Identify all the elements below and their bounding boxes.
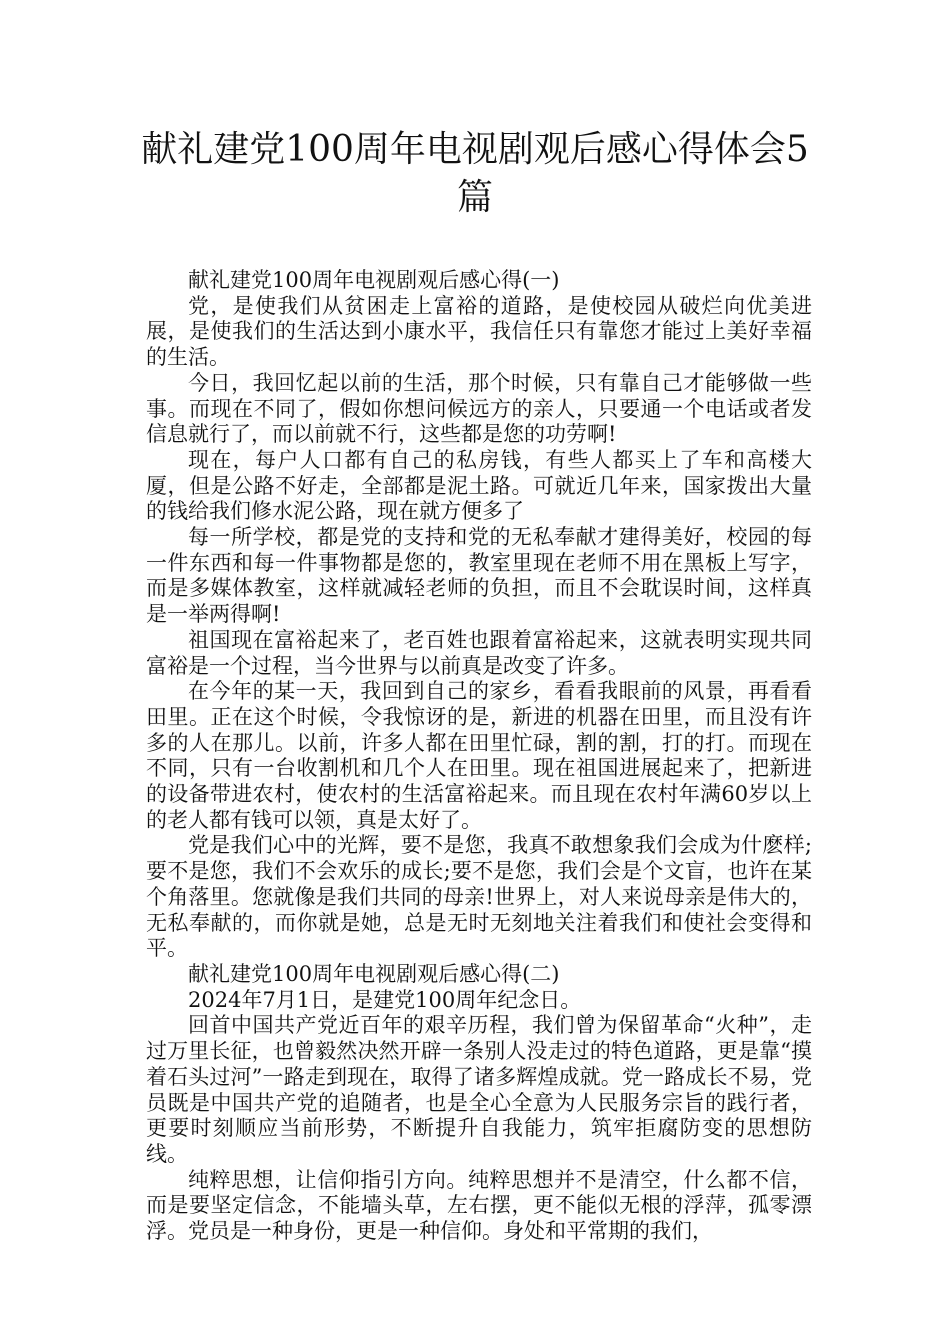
paragraph: 今日，我回忆起以前的生活，那个时候，只有靠自己才能够做一些事。而现在不同了，假如你想问候远方的亲人，只要通一个电话或者发信息就行了，而以前就不行，这些都是您的功劳啊!: [146, 370, 812, 447]
paragraph: 现在，每户人口都有自己的私房钱，有些人都买上了车和高楼大厦，但是公路不好走，全部都是泥土路。可就近几年来，国家拨出大量的钱给我们修水泥公路，现在就方便多了: [146, 447, 812, 524]
paragraph: 祖国现在富裕起来了，老百姓也跟着富裕起来，这就表明实现共同富裕是一个过程，当今世界与以前真是改变了许多。: [146, 627, 812, 678]
document-body: [146, 268, 812, 1245]
paragraph: 党，是使我们从贫困走上富裕的道路，是使校园从破烂向优美进展，是使我们的生活达到小康水平，我信任只有靠您才能过上美好幸福的生活。: [146, 293, 812, 370]
paragraph: 纯粹思想，让信仰指引方向。纯粹思想并不是清空，什么都不信，而是要坚定信念，不能墙头草，左右摆，更不能似无根的浮萍，孤零漂浮。党员是一种身份，更是一种信仰。身处和平常期的我们，: [146, 1167, 812, 1244]
paragraph: 党是我们心中的光辉，要不是您，我真不敢想象我们会成为什麽样;要不是您，我们不会欢乐的成长;要不是您，我们会是个文盲，也许在某个角落里。您就像是我们共同的母亲!世界上，对人来说母亲是伟大的，无私奉献的，而你就是她，总是无时无刻地关注着我们和使社会变得和平。: [146, 833, 812, 961]
section-heading-1: 献礼建党100周年电视剧观后感心得(一): [188, 268, 560, 292]
document-title: 献礼建党100周年电视剧观后感心得体会5篇: [141, 129, 809, 218]
paragraph: 2024年7月1日，是建党100周年纪念日。: [188, 987, 582, 1012]
paragraph: 每一所学校，都是党的支持和党的无私奉献才建得美好，校园的每一件东西和每一件事物都是您的，教室里现在老师不用在黑板上写字，而是多媒体教室，这样就减轻老师的负担，而且不会耽误时间，这样真是一举两得啊!: [146, 525, 812, 627]
section-heading-2: 献礼建党100周年电视剧观后感心得(二): [188, 961, 560, 986]
paragraph: 在今年的某一天，我回到自己的家乡，看看我眼前的风景，再看看田里。正在这个时候，令我惊讶的是，新进的机器在田里，而且没有许多的人在那儿。以前，许多人都在田里忙碌，割的割，打的打。而现在不同，只有一台收割机和几个人在田里。现在祖国进展起来了，把新进的设备带进农村，使农村的生活富裕起来。而且现在农村年满60岁以上的老人都有钱可以领，真是太好了。: [146, 679, 812, 832]
paragraph: 回首中国共产党近百年的艰辛历程，我们曾为保留革命“火种”，走过万里长征，也曾毅然决然开辟一条别人没走过的特色道路，更是靠“摸着石头过河”一路走到现在，取得了诸多辉煌成就。党一路成长不易，党员既是中国共产党的追随者，也是全心全意为人民服务宗旨的践行者，更要时刻顺应当前形势，不断提升自我能力，筑牢拒腐防变的思想防线。: [146, 1013, 812, 1166]
